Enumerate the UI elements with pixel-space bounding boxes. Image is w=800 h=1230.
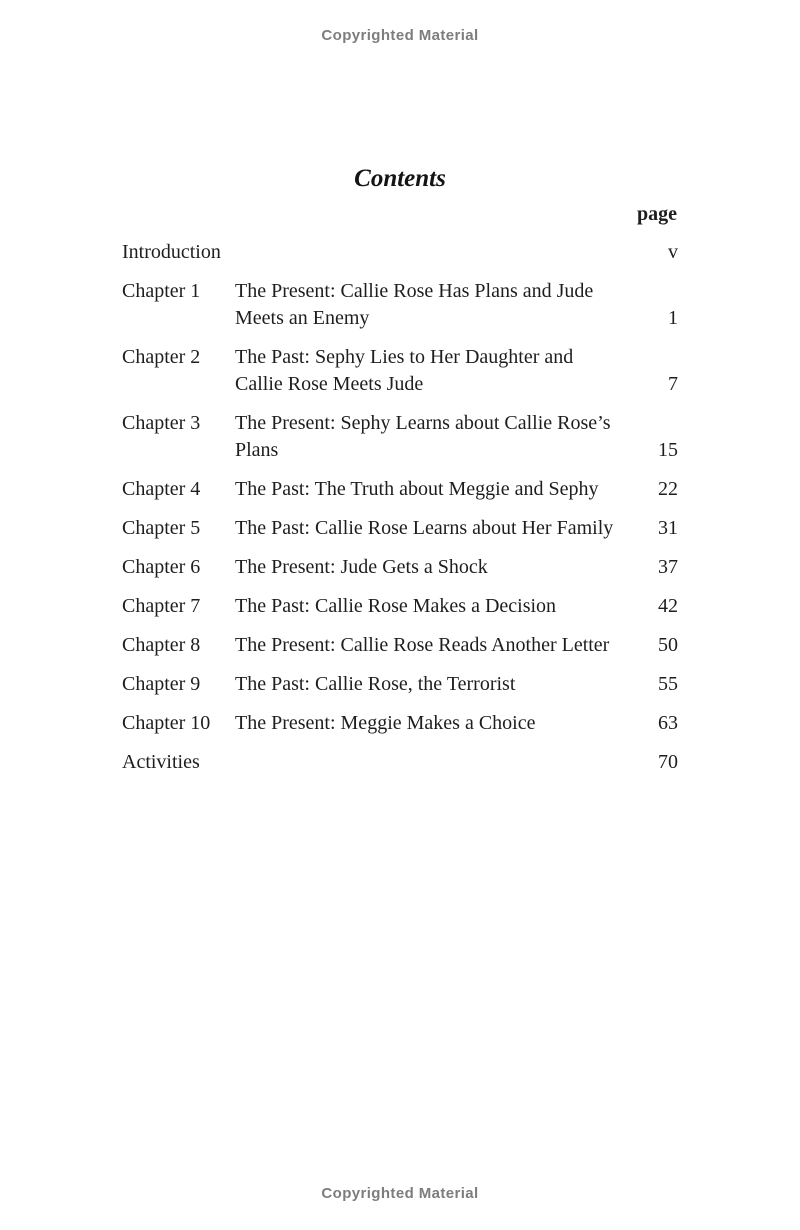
toc-entry-title: The Present: Callie Rose Reads Another Letter <box>235 634 610 656</box>
toc-entry-label: Chapter 1 <box>122 280 201 302</box>
toc-entry <box>122 749 678 776</box>
toc-entry-page: 63 <box>658 712 678 734</box>
toc-entry-page: 42 <box>658 595 678 617</box>
toc-entry-label: Chapter 10 <box>122 712 211 734</box>
toc-entry <box>122 632 678 659</box>
table-of-contents <box>122 164 678 788</box>
toc-entry <box>122 671 678 698</box>
toc-entry <box>122 593 678 620</box>
toc-entry-label: Introduction <box>122 241 221 263</box>
toc-entry-label: Chapter 3 <box>122 412 201 434</box>
toc-entry-label: Chapter 7 <box>122 595 201 617</box>
toc-entry <box>122 476 678 503</box>
toc-entry-title: The Past: The Truth about Meggie and Sephy <box>235 478 599 500</box>
toc-entry-title: The Past: Callie Rose Learns about Her Family <box>235 517 614 539</box>
toc-entry-title: The Past: Callie Rose Makes a Decision <box>235 595 557 617</box>
toc-entry <box>122 344 678 398</box>
toc-entry-title: The Present: Jude Gets a Shock <box>235 556 488 578</box>
toc-entry-title: The Present: Callie Rose Has Plans and Jude Meets an Enemy <box>235 280 594 329</box>
toc-entry-label: Chapter 4 <box>122 478 201 500</box>
toc-entry-page: 70 <box>658 751 678 773</box>
toc-entry-page: v <box>668 241 678 263</box>
toc-entry-label: Chapter 9 <box>122 673 201 695</box>
toc-entry <box>122 710 678 737</box>
toc-entry-label: Activities <box>122 751 200 773</box>
toc-entry-label: Chapter 8 <box>122 634 201 656</box>
toc-entry-title: The Present: Meggie Makes a Choice <box>235 712 536 734</box>
contents-heading: Contents <box>354 165 446 192</box>
toc-entry-page: 50 <box>658 634 678 656</box>
toc-entry <box>122 515 678 542</box>
toc-entry-label: Chapter 2 <box>122 346 201 368</box>
toc-entry-page: 31 <box>658 517 678 539</box>
toc-entry-title: The Present: Sephy Learns about Callie Rose’s Plans <box>235 412 611 461</box>
toc-entry-title: The Past: Callie Rose, the Terrorist <box>235 673 516 695</box>
toc-entry <box>122 410 678 464</box>
toc-entry-page: 37 <box>658 556 678 578</box>
copyright-banner-bottom: Copyrighted Material <box>321 1185 479 1202</box>
toc-entry <box>122 239 678 266</box>
toc-entry <box>122 554 678 581</box>
toc-entry-label: Chapter 5 <box>122 517 201 539</box>
page-column-label: page <box>637 203 677 225</box>
toc-entry-page: 7 <box>668 373 678 395</box>
toc-entry-page: 55 <box>658 673 678 695</box>
toc-list <box>122 239 678 776</box>
toc-entry-page: 22 <box>658 478 678 500</box>
toc-entry-page: 1 <box>668 307 678 329</box>
toc-entry <box>122 278 678 332</box>
copyright-banner-top: Copyrighted Material <box>321 27 479 44</box>
toc-entry-page: 15 <box>658 439 678 461</box>
toc-entry-title: The Past: Sephy Lies to Her Daughter and Callie Rose Meets Jude <box>235 346 574 395</box>
toc-entry-label: Chapter 6 <box>122 556 201 578</box>
